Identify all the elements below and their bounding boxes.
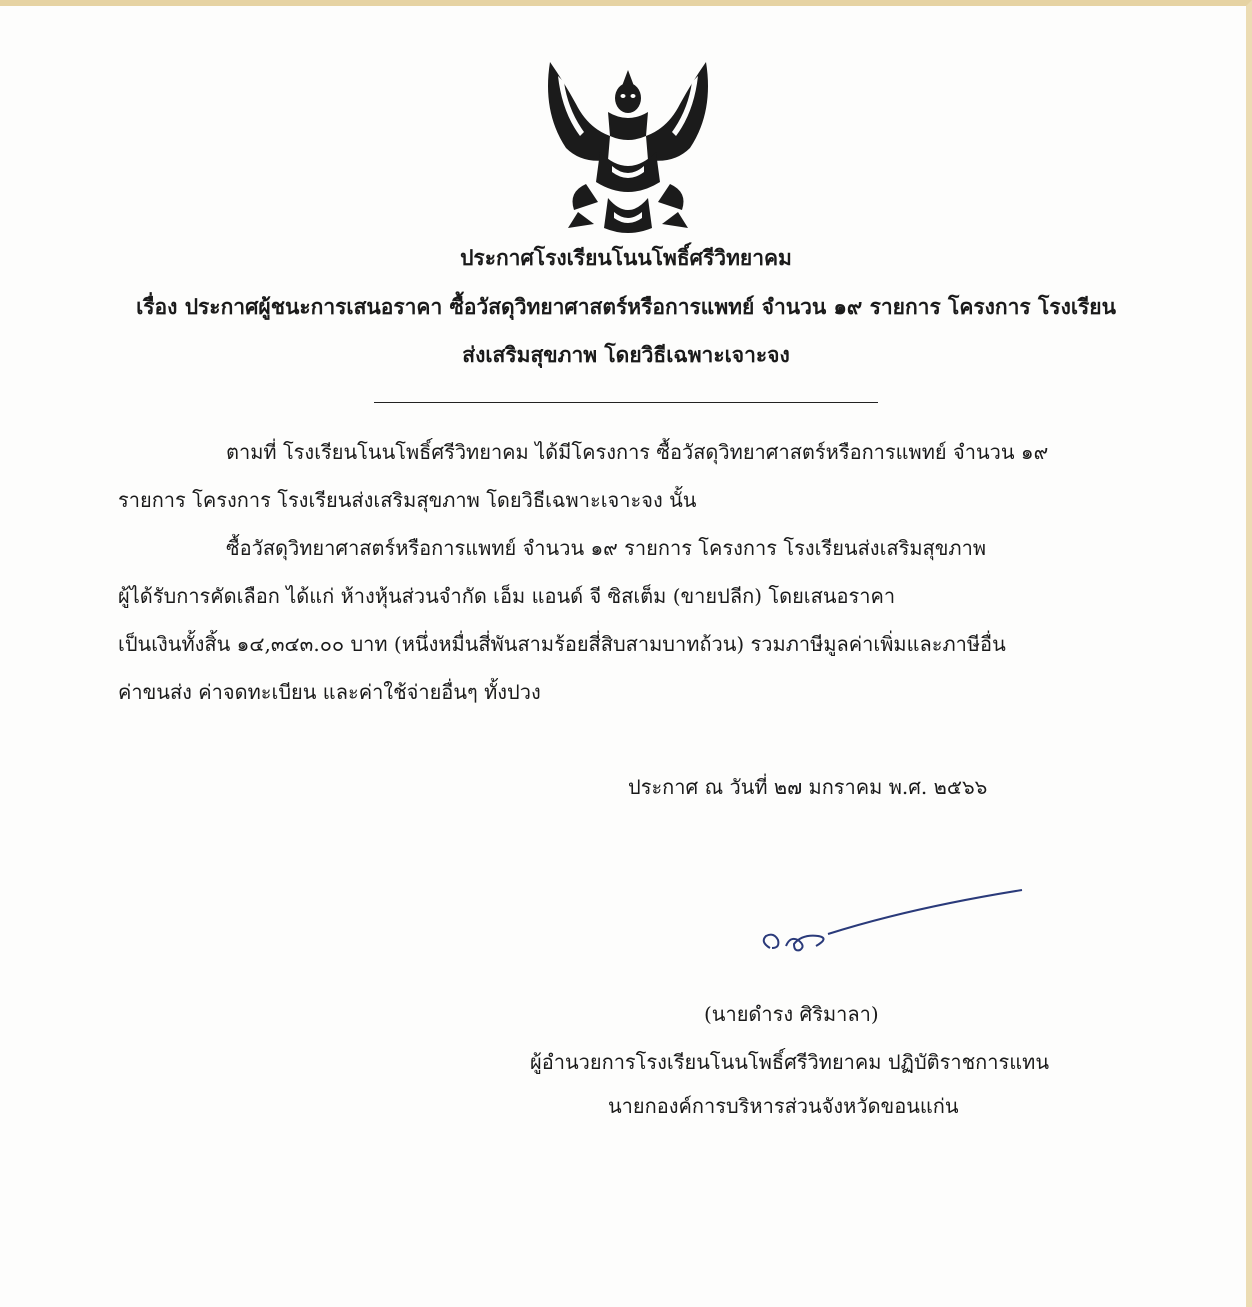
handwritten-signature (750, 886, 1040, 966)
paragraph-2-line-4: ค่าขนส่ง ค่าจดทะเบียน และค่าใช้จ่ายอื่นๆ ทั้งปวง (118, 680, 541, 704)
signer-position-line-2: นายกองค์การบริหารส่วนจังหวัดขอนแก่น (608, 1094, 959, 1118)
paragraph-2-line-2: ผู้ได้รับการคัดเลือก ได้แก่ ห้างหุ้นส่วนจำกัด เอ็ม แอนด์ จี ซิสเต็ม (ขายปลีก) โดยเสนอราคา (118, 584, 896, 608)
paragraph-1-line-1: ตามที่ โรงเรียนโนนโพธิ์ศรีวิทยาคม ได้มีโครงการ ซื้อวัสดุวิทยาศาสตร์หรือการแพทย์ จำนวน ๑๙ (226, 440, 1049, 464)
issuer-title: ประกาศโรงเรียนโนนโพธิ์ศรีวิทยาคม (460, 245, 792, 270)
signer-name: (นายดำรง ศิริมาลา) (704, 1002, 879, 1026)
paragraph-2-line-1: ซื้อวัสดุวิทยาศาสตร์หรือการแพทย์ จำนวน ๑๙ รายการ โครงการ โรงเรียนส่งเสริมสุขภาพ (226, 536, 987, 560)
paragraph-2-line-3: เป็นเงินทั้งสิ้น ๑๔,๓๔๓.๐๐ บาท (หนึ่งหมื่นสี่พันสามร้อยสี่สิบสามบาทถ้วน) รวมภาษีมูลค่าเพิ่มและภาษีอื่น (118, 632, 1006, 656)
signer-position-line-1: ผู้อำนวยการโรงเรียนโนนโพธิ์ศรีวิทยาคม ปฏิบัติราชการแทน (530, 1050, 1050, 1074)
subject-line-1: เรื่อง ประกาศผู้ชนะการเสนอราคา ซื้อวัสดุวิทยาศาสตร์หรือการแพทย์ จำนวน ๑๙ รายการ โครงการ โรงเรียน (136, 294, 1116, 319)
paragraph-1-line-2: รายการ โครงการ โรงเรียนส่งเสริมสุขภาพ โดยวิธีเฉพาะเจาะจง นั้น (118, 488, 697, 512)
header-divider (374, 402, 878, 403)
subject-line-2: ส่งเสริมสุขภาพ โดยวิธีเฉพาะเจาะจง (462, 342, 790, 367)
announcement-date: ประกาศ ณ วันที่ ๒๗ มกราคม พ.ศ. ๒๕๖๖ (628, 775, 988, 799)
garuda-emblem-icon (538, 52, 718, 242)
